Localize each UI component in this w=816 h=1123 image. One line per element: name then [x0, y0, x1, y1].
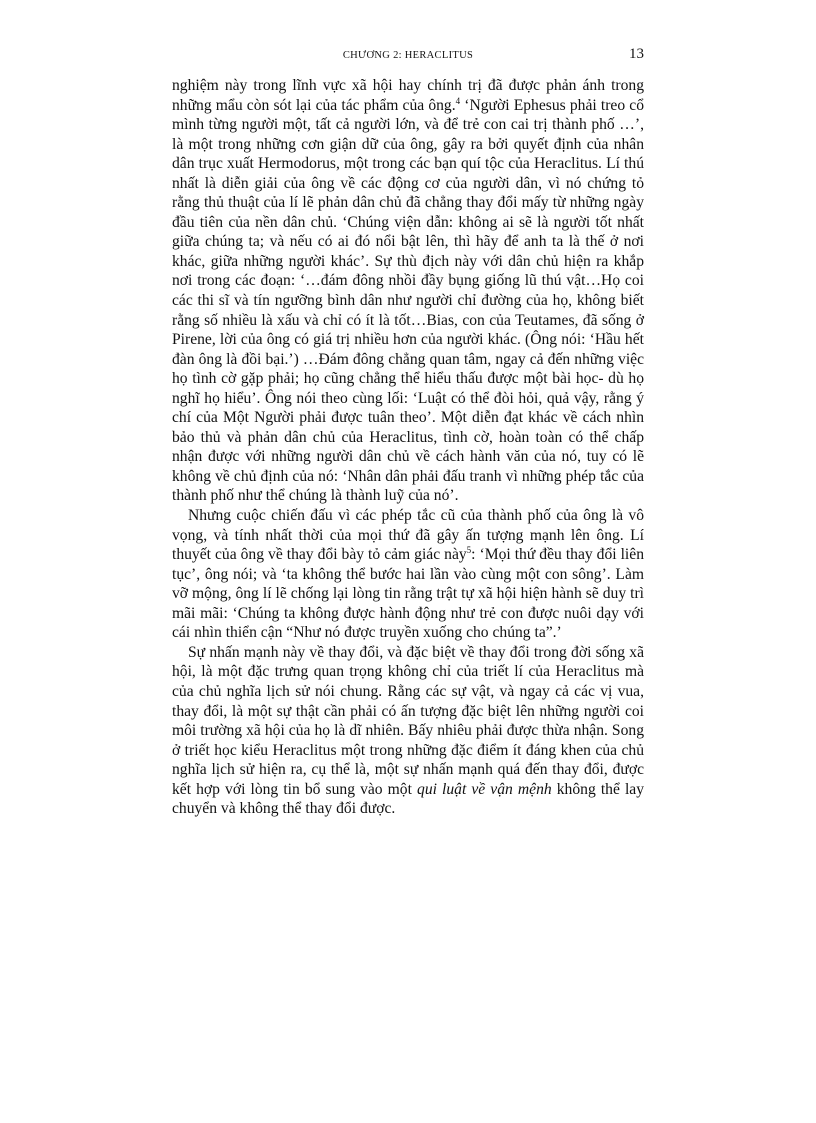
paragraph-3-italic-term: qui luật về vận mệnh	[417, 780, 552, 798]
paragraph-1	[172, 76, 644, 506]
running-head: CHƯƠNG 2: HERACLITUS	[342, 50, 474, 61]
paragraph-3-text-a: Sự nhấn mạnh này về thay đổi, và đặc biệt về thay đổi trong đời sống xã hội, là một đặc trưng quan trọng không chỉ của triết lí của Heraclitus mà của chủ nghĩa lịch sử nói chung. Rằng các sự vật, và ngay cả các vị vua, thay đổi, là một sự thật cần phải có ấn tượng đặc biệt lên những người coi môi trường xã hội của họ là dĩ nhiên. Bấy nhiêu phải được thừa nhận. Song ở triết học kiểu Heraclitus một trong những đặc điểm ít đáng khen của chủ nghĩa lịch sử hiện ra, cụ thể là, một sự nhấn mạnh quá đến thay đổi, được kết hợp với lòng tin bổ sung vào một	[172, 643, 644, 798]
paragraph-3	[172, 643, 644, 819]
paragraph-1-text-b: ‘Người Ephesus phải treo cổ mình từng người một, tất cả người lớn, và để trẻ con cai trị thành phố …’, là một trong những cơn giận dữ của ông, gây ra bởi quyết định của nhân dân trục xuất Hermodorus, một trong các bạn quí tộc của Heraclitus. Lí thú nhất là diễn giải của ông về các động cơ của người dân, vì nó chứng tỏ rằng thủ thuật của lí lẽ phản dân chủ đã chẳng thay đổi mấy từ những ngày đầu tiên của nền dân chủ. ‘Chúng viện dẫn: không ai sẽ là người tốt nhất giữa chúng ta; và nếu có ai đó nổi bật lên, thì hãy để anh ta là thế ở nơi khác, giữa những người khác’. Sự thù địch này với dân chủ hiện ra khắp nơi trong các đoạn: ‘…đám đông nhồi đầy bụng giống lũ thú vật…Họ coi các thi sĩ và tín ngưỡng bình dân như người chỉ đường của họ, không biết rằng số nhiều là xấu và chỉ có ít là tốt…Bias, con của Teutames, đã sống ở Pirene, lời của ông có giá trị nhiều hơn của người khác. (Ông nói: ‘Hầu hết đàn ông là đồi bại.’) …Đám đông chẳng quan tâm, ngay cả đến những việc họ tình cờ gặp phải; họ cũng chẳng thể hiểu thấu được một bài học- dù họ nghĩ họ hiểu’. Ông nói theo cùng lối: ‘Luật có thể đòi hỏi, quả vậy, rằng ý chí của Một Người phải được tuân theo’. Một diễn đạt khác về cách nhìn bảo thủ và phản dân chủ của Heraclitus, tình cờ, hoàn toàn có thể chấp nhận được với những người dân chủ về cách hành văn của nó, tuy có lẽ không về chủ định của nó: ‘Nhân dân phải đấu tranh vì những phép tắc của thành phố như thể chúng là thành luỹ của nó’.	[172, 96, 644, 505]
footnote-ref-4: 4	[455, 95, 461, 106]
paragraph-2-text-b: : ‘Mọi thứ đều thay đổi liên tục’, ông nói; và ‘ta không thể bước hai lần vào cùng một con sông’. Làm vỡ mộng, ông lí lẽ chống lại lòng tin rằng trật tự xã hội hiện hành sẽ duy trì mãi mãi: ‘Chúng ta không được hành động như trẻ con được nuôi dạy với cái nhìn thiển cận “Như nó được truyền xuống cho chúng ta”.’	[172, 546, 644, 642]
paragraph-1-text-a: nghiệm này trong lĩnh vực xã hội hay chính trị đã được phản ánh trong những mẩu còn sót lại của tác phẩm của ông.	[172, 77, 644, 114]
footnote-ref-5: 5	[466, 545, 472, 556]
page-header	[172, 46, 644, 72]
paragraph-2-text-a: Nhưng cuộc chiến đấu vì các phép tắc cũ của thành phố của ông là vô vọng, và tính nhất thời của mọi thứ đã gây ấn tượng mạnh lên ông. Lí thuyết của ông về thay đổi bày tỏ cảm giác này	[172, 507, 644, 564]
paragraph-3-text-b: không thể lay chuyển và không thể thay đổi được.	[172, 780, 645, 818]
main-text	[172, 76, 644, 819]
paragraph-2	[172, 506, 644, 643]
page-number: 13	[629, 46, 644, 62]
